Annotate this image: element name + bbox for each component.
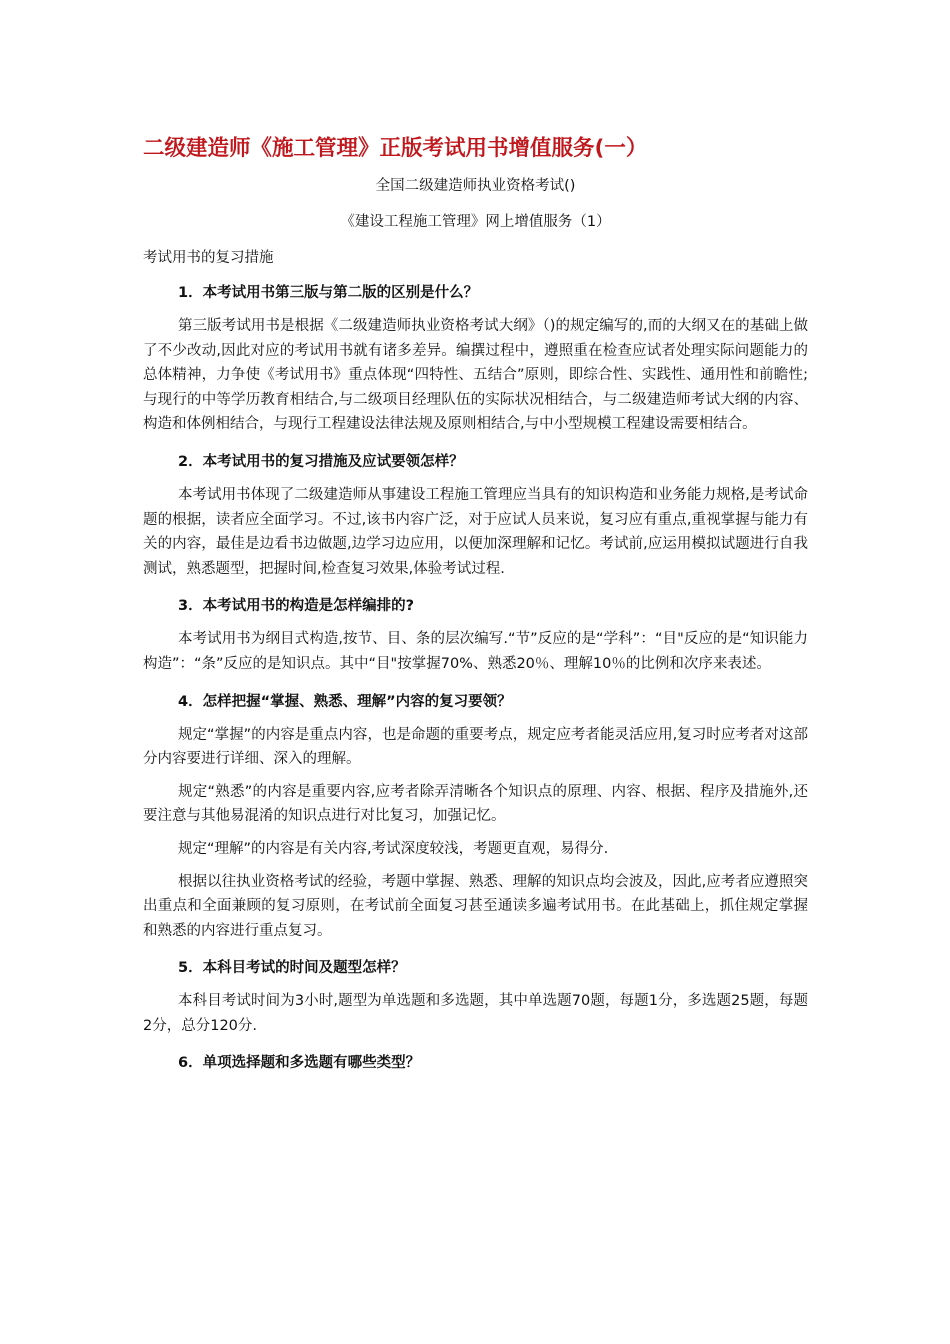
answer-5-paragraph: 本科目考试时间为3小时,题型为单选题和多选题，其中单选题70题，每题1分，多选题25题，每题2分，总分120分. xyxy=(143,993,808,1034)
answer-1-paragraph: 第三版考试用书是根据《二级建造师执业资格考试大纲》（)的规定编写的,而的大纲又在的基础上做了不少改动,因此对应的考试用书就有诸多差异。编撰过程中，遵照重在检查应试者处理实际问题能力的总体精神，力争使《考试用书》重点体现“四特性、五结合”原则，即综合性、实践性、通用性和前瞻性;与现行的中等学历教育相结合,与二级项目经理队伍的实际状况相结合，与二级建造师考试大纲的内容、构造和体例相结合，与现行工程建设法律法规及原则相结合,与中小型规模工程建设需要相结合。 xyxy=(143,318,808,433)
answer-4-paragraph-strategy: 根据以往执业资格考试的经验，考题中掌握、熟悉、理解的知识点均会波及，因此,应考者应遵照突出重点和全面兼顾的复习原则，在考试前全面复习甚至通读多遍考试用书。在此基础上，抓住规定掌握和熟悉的内容进行重点复习。 xyxy=(143,873,808,939)
question-5-heading: 5．本科目考试的时间及题型怎样？ xyxy=(178,960,406,977)
answer-3-paragraph: 本考试用书为纲目式构造,按节、目、条的层次编写.“节”反应的是“学科”：“目"反应的是“知识能力构造”：“条”反应的是知识点。其中“目"按掌握70%、熟悉20％、理解10％的比例和次序来表述。 xyxy=(143,631,808,672)
section-label: 考试用书的复习措施 xyxy=(143,250,274,266)
answer-4-paragraph-master: 规定“掌握”的内容是重点内容，也是命题的重要考点，规定应考者能灵活应用,复习时应考者对这部分内容要进行详细、深入的理解。 xyxy=(143,726,808,768)
document-page xyxy=(143,133,808,1073)
question-4-heading: 4．怎样把握“掌握、熟悉、理解”内容的复习要领？ xyxy=(178,693,512,710)
document-subtitle-exam: 全国二级建造师执业资格考试() xyxy=(375,178,576,194)
document-title: 二级建造师《施工管理》正版考试用书增值服务(一） xyxy=(143,136,648,161)
document-subtitle-course: 《建设工程施工管理》网上增值服务（1） xyxy=(340,214,611,230)
question-3-heading: 3．本考试用书的构造是怎样编排的? xyxy=(178,598,414,615)
answer-2-paragraph: 本考试用书体现了二级建造师从事建设工程施工管理应当具有的知识构造和业务能力规格,是考试命题的根据，读者应全面学习。不过,该书内容广泛，对于应试人员来说，复习应有重点,重视掌握与能力有关的内容，最佳是边看书边做题,边学习边应用，以便加深理解和记忆。考试前,应运用模拟试题进行自我测试，熟悉题型，把握时间,检查复习效果,体验考试过程. xyxy=(143,486,808,577)
question-6-heading: 6．单项选择题和多选题有哪些类型？ xyxy=(178,1055,421,1072)
question-1-heading: 1．本考试用书第三版与第二版的区别是什么？ xyxy=(178,285,479,301)
question-2-heading: 2．本考试用书的复习措施及应试要领怎样？ xyxy=(178,453,464,470)
answer-4-paragraph-familiar: 规定“熟悉”的内容是重要内容,应考者除弄清晰各个知识点的原理、内容、根据、程序及措施外,还要注意与其他易混淆的知识点进行对比复习，加强记忆。 xyxy=(143,783,808,825)
answer-4-paragraph-understand: 规定“理解”的内容是有关内容,考试深度较浅，考题更直观，易得分. xyxy=(178,840,609,857)
